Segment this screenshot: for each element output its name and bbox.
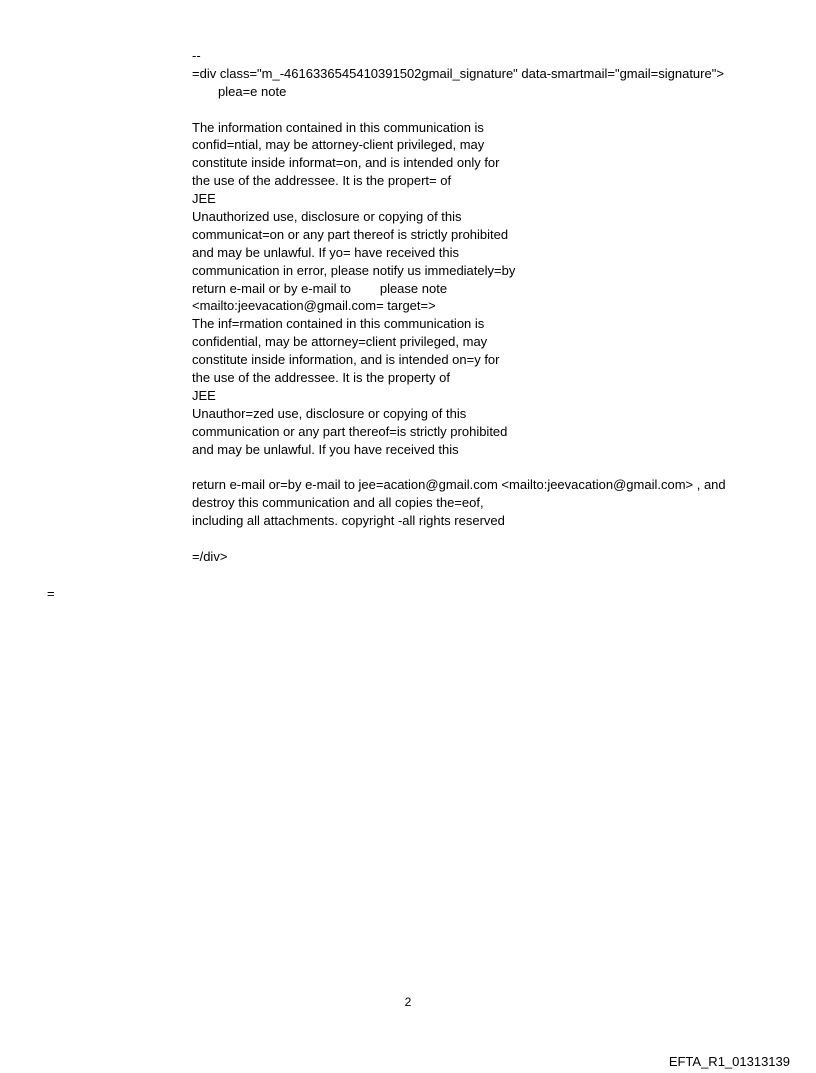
- page-number: 2: [404, 995, 412, 1009]
- text-line: including all attachments. copyright -all rights reserved: [192, 513, 505, 529]
- text-line: JEE: [192, 191, 216, 207]
- text-line: and may be unlawful. If yo= have received this: [192, 244, 460, 260]
- text-line: plea=e note: [218, 83, 287, 99]
- bates-number: EFTA_R1_01313139: [668, 1054, 790, 1069]
- text-line: <mailto:jeevacation@gmail.com= target=>: [192, 298, 436, 314]
- text-line: confid=ntial, may be attorney-client privileged, may: [192, 137, 485, 153]
- blank-line: [192, 101, 792, 119]
- text-line: Unauthorized use, disclosure or copying of this: [192, 209, 462, 225]
- text-line: return e-mail or by e-mail to please note: [192, 280, 448, 296]
- text-line: and may be unlawful. If you have received this: [192, 441, 459, 457]
- text-line: communication in error, please notify us immediately=by: [192, 262, 516, 278]
- text-line: communication or any part thereof=is strictly prohibited: [192, 423, 508, 439]
- text-line: --: [192, 48, 201, 63]
- text-line: =div class="m_-4616336545410391502gmail_signature" data-smartmail="gmail=signature">: [192, 65, 724, 81]
- text-line: return e-mail or=by e-mail to jee=acation@gmail.com <mailto:jeevacation@gmail.com> , and: [192, 477, 726, 493]
- text-line: The inf=rmation contained in this communication is: [192, 316, 485, 332]
- email-signature-text: [192, 47, 792, 566]
- left-margin-mark: =: [47, 586, 55, 601]
- text-line: constitute inside information, and is intended on=y for: [192, 352, 500, 368]
- blank-line: [192, 458, 792, 476]
- text-line: the use of the addressee. It is the propert= of: [192, 173, 452, 189]
- blank-line: [192, 530, 792, 548]
- text-line: destroy this communication and all copies the=eof,: [192, 495, 484, 511]
- text-line: communicat=on or any part thereof is strictly prohibited: [192, 226, 509, 242]
- text-line: constitute inside informat=on, and is intended only for: [192, 155, 500, 171]
- text-line: Unauthor=zed use, disclosure or copying of this: [192, 405, 467, 421]
- text-line: confidential, may be attorney=client privileged, may: [192, 334, 488, 350]
- text-line: the use of the addressee. It is the property of: [192, 370, 450, 386]
- text-line: JEE: [192, 387, 216, 403]
- text-line: The information contained in this communication is: [192, 119, 484, 135]
- text-line: =/div>: [192, 548, 228, 564]
